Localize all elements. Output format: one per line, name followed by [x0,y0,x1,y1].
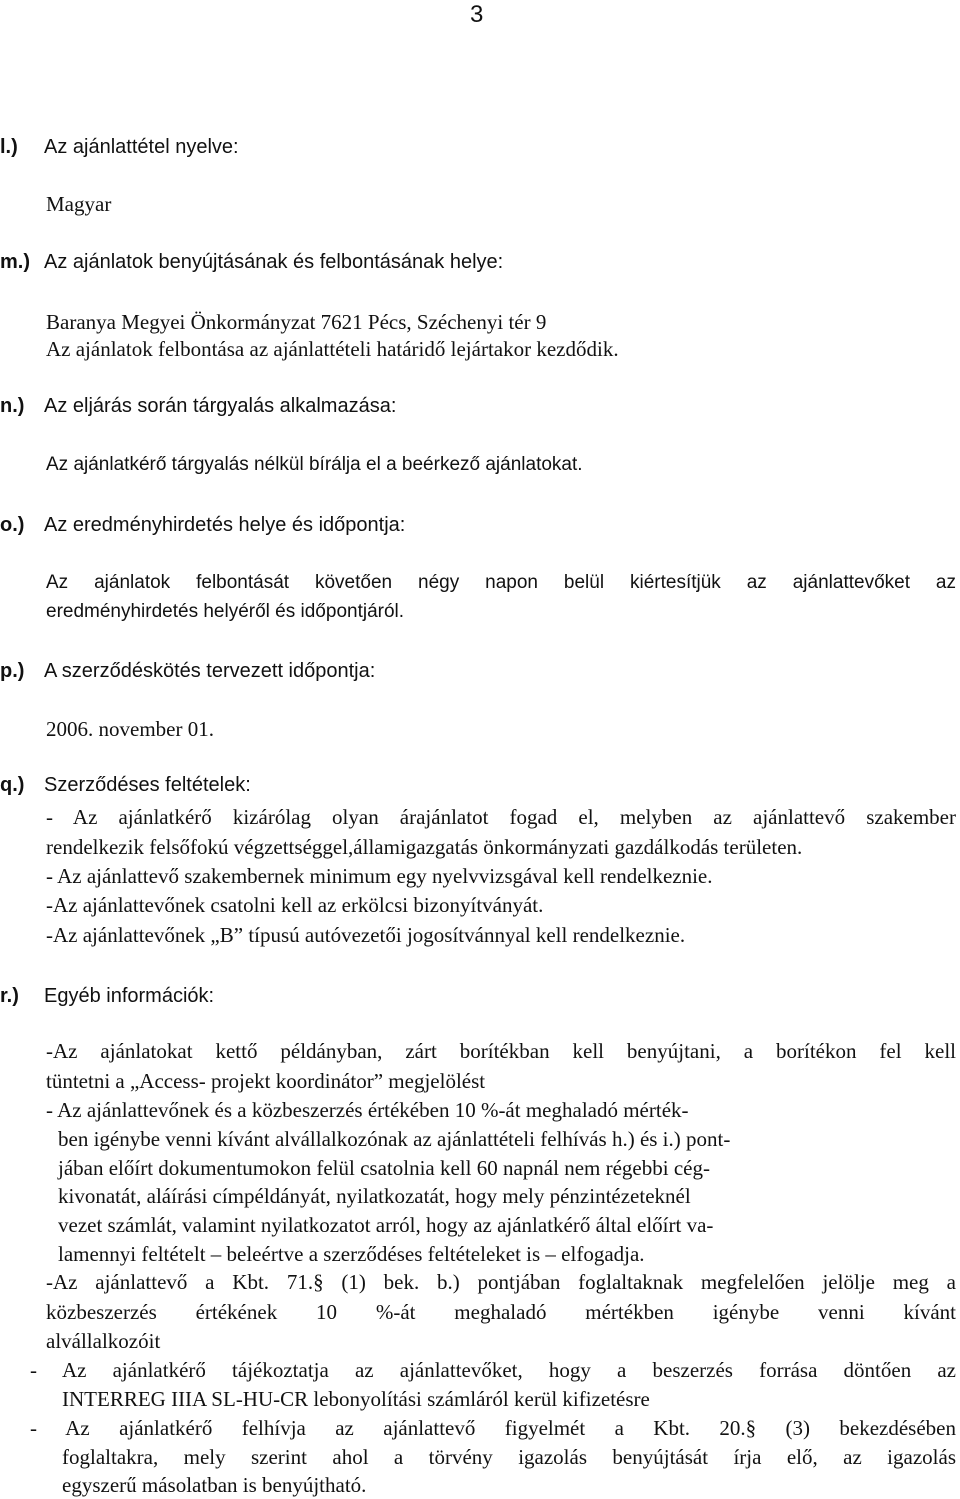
paragraph-line: lamennyi feltételt – beleértve a szerződéses feltételeket is – elfogadja. [58,1242,645,1266]
section-r-heading [0,983,214,1009]
section-q-heading [0,772,251,798]
paragraph-line: Az ajánlatok felbontását követően négy napon belül kiértesítjük az ajánlattevőket az [46,572,956,593]
paragraph-line: jában előírt dokumentumokon felül csatolnia kell 60 napnál nem régebbi cég- [58,1156,710,1180]
section-letter: l.) [0,136,18,158]
section-letter: n.) [0,395,25,417]
paragraph-line: Magyar [46,192,112,216]
paragraph-line: eredményhirdetés helyéről és időpontjáról. [46,601,405,622]
section-l-heading [0,134,239,160]
paragraph-line: közbeszerzés értékének 10 %-át meghaladó mértékben igénybe venni kívánt [46,1300,956,1324]
paragraph-line: kivonatát, aláírási címpéldányát, nyilatkozatát, hogy mely pénzintézeteknél [58,1184,691,1208]
section-letter: q.) [0,774,25,796]
section-letter: o.) [0,514,25,536]
section-title: Az eljárás során tárgyalás alkalmazása: [44,395,397,417]
paragraph-line: -Az ajánlattevőnek csatolni kell az erkölcsi bizonyítványát. [46,893,544,917]
section-letter: m.) [0,251,30,273]
paragraph-line: Az ajánlatok felbontása az ajánlattételi határidő lejártakor kezdődik. [46,337,619,361]
paragraph-line: - Az ajánlatkérő felhívja az ajánlattevő figyelmét a Kbt. 20.§ (3) bekezdésében [30,1416,956,1440]
paragraph-line: egyszerű másolatban is benyújtható. [62,1473,367,1497]
paragraph-line: Az ajánlatkérő tárgyalás nélkül bírálja el a beérkező ajánlatokat. [46,454,583,475]
section-letter: r.) [0,985,19,1007]
paragraph-line: -Az ajánlattevő a Kbt. 71.§ (1) bek. b.) pontjában foglaltaknak megfelelően jelölje meg a [46,1270,956,1294]
section-title: Az ajánlattétel nyelve: [44,136,239,158]
section-letter: p.) [0,660,25,682]
section-p-heading [0,658,375,684]
section-title: Egyéb információk: [44,985,215,1007]
section-m-heading [0,249,503,275]
paragraph-line: - Az ajánlatkérő tájékoztatja az ajánlattevőket, hogy a beszerzés forrása döntően az [30,1358,956,1382]
paragraph-line: - Az ajánlattevő szakembernek minimum egy nyelvvizsgával kell rendelkeznie. [46,864,713,888]
paragraph-line: vezet számlát, valamint nyilatkozatot arról, hogy az ajánlatkérő által előírt va- [58,1213,714,1237]
section-title: Az ajánlatok benyújtásának és felbontásának helye: [44,251,504,273]
paragraph-line: -Az ajánlatokat kettő példányban, zárt borítékban kell benyújtani, a borítékon fel kell [46,1039,956,1063]
paragraph-line: - Az ajánlatkérő kizárólag olyan árajánlatot fogad el, melyben az ajánlattevő szakember [46,805,956,829]
paragraph-line: Baranya Megyei Önkormányzat 7621 Pécs, Széchenyi tér 9 [46,310,547,334]
paragraph-line: 2006. november 01. [46,717,214,741]
paragraph-line: alvállalkozóit [46,1329,161,1353]
section-title: Szerződéses feltételek: [44,774,251,796]
section-title: A szerződéskötés tervezett időpontja: [44,660,376,682]
section-n-heading [0,393,396,419]
section-title: Az eredményhirdetés helye és időpontja: [44,514,406,536]
section-o-heading [0,512,405,538]
paragraph-line: foglaltakra, mely szerint ahol a törvény igazolás benyújtását írja elő, az igazolás [62,1445,956,1469]
page-number: 3 [470,1,484,28]
paragraph-line: tüntetni a „Access- projekt koordinátor” megjelölést [46,1069,486,1093]
paragraph-line: INTERREG IIIA SL-HU-CR lebonyolítási számláról kerül kifizetésre [62,1387,650,1411]
paragraph-line: rendelkezik felsőfokú végzettséggel,államigazgatás önkormányzati gazdálkodás területen. [46,835,803,859]
paragraph-line: - Az ajánlattevőnek és a közbeszerzés értékében 10 %-át meghaladó mérték- [46,1098,689,1122]
paragraph-line: -Az ajánlattevőnek „B” típusú autóvezetői jogosítvánnyal kell rendelkeznie. [46,923,686,947]
paragraph-line: ben igénybe venni kívánt alvállalkozónak az ajánlattételi felhívás h.) és i.) pont- [58,1127,731,1151]
